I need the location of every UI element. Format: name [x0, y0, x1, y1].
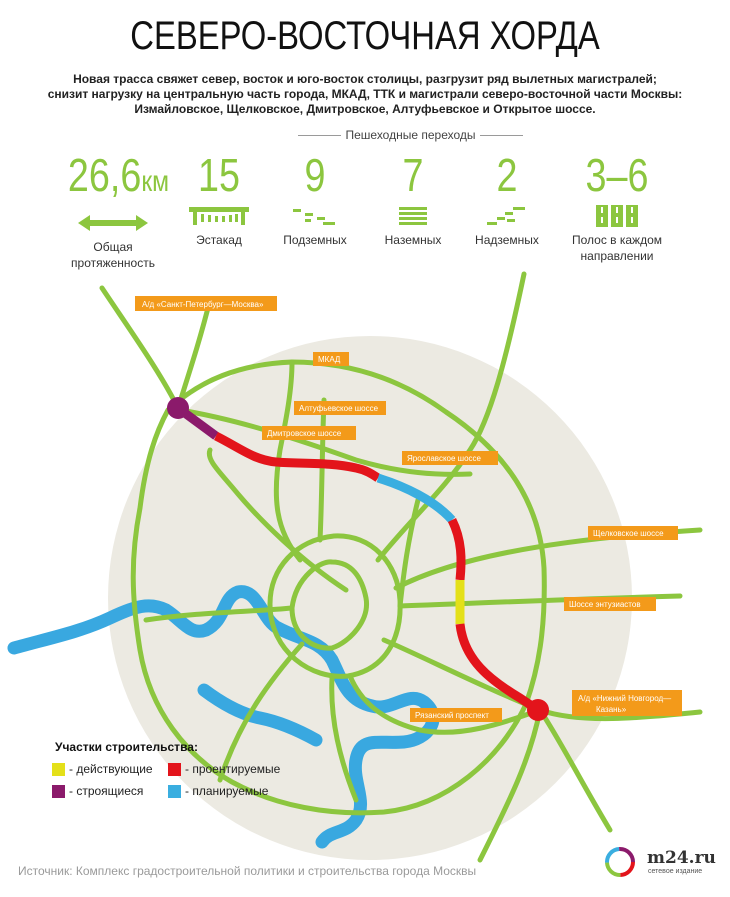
legend-swatch [168, 763, 181, 776]
logo-tagline: сетевое издание [648, 868, 703, 875]
map-label: Шоссе энтузиастов [569, 600, 641, 609]
page-title: СЕВЕРО-ВОСТОЧНАЯ ХОРДА [130, 14, 600, 58]
map-label: Казань» [596, 705, 627, 714]
logo-ring-icon [602, 842, 642, 882]
subtitle-line: Новая трасса свяжет север, восток и юго-восток столицы, разгрузит ряд вылетных магистралей; [73, 72, 657, 86]
map-label: Алтуфьевское шоссе [299, 404, 379, 413]
legend-swatch [168, 785, 181, 798]
legend-item: - строящиеся [52, 784, 143, 798]
logo-brand: m24.ru [647, 848, 716, 868]
legend-title: Участки строительства: [55, 740, 198, 754]
chord-end-node [527, 699, 549, 721]
stat-value: 3–6 [585, 149, 649, 201]
stat-value: 26,6км [67, 149, 169, 201]
stat-value: 2 [496, 149, 518, 201]
stat-caption: Подземных [283, 233, 347, 247]
stat-caption: Надземных [475, 233, 539, 247]
legend-item: - планируемые [168, 784, 268, 798]
map-label: А/д «Санкт-Петербург—Москва» [142, 300, 264, 309]
stat-caption: Наземных [384, 233, 442, 247]
legend-swatch [52, 785, 65, 798]
stat-value: 9 [304, 149, 326, 201]
map-label: МКАД [318, 355, 341, 364]
stat-value: 7 [402, 149, 424, 201]
map-label: Дмитровское шоссе [267, 429, 342, 438]
stat-value: 15 [198, 149, 240, 201]
map-label: Ярославское шоссе [407, 454, 481, 463]
map-label: Щелковское шоссе [593, 529, 664, 538]
stat-caption: Полос в каждом [571, 233, 663, 247]
legend-swatch [52, 763, 65, 776]
map-label: А/д «Нижний Новгород— [578, 694, 672, 703]
pedestrian-crossings-label: Пешеходные переходы [341, 128, 479, 142]
stat-caption: протяженность [71, 256, 155, 270]
stat-caption: направлении [580, 249, 654, 263]
subtitle-line: Измайловское, Щелковское, Дмитровское, Алтуфьевское и Открытое шоссе. [134, 102, 596, 116]
map-label: Рязанский проспект [415, 711, 489, 720]
legend-item: - действующие [52, 762, 153, 776]
legend-item: - проентируемые [168, 762, 280, 776]
m24-logo[interactable] [602, 842, 716, 882]
subtitle-line: снизит нагрузку на центральную часть города, МКАД, ТТК и магистрали северо-восточной части Москвы: [47, 87, 683, 101]
stat-caption: Общая [93, 240, 133, 254]
stat-caption: Эстакад [196, 233, 242, 247]
chord-start-node [167, 397, 189, 419]
source-note: Источник: Комплекс градостроительной политики и строительства города Москвы [18, 864, 477, 878]
